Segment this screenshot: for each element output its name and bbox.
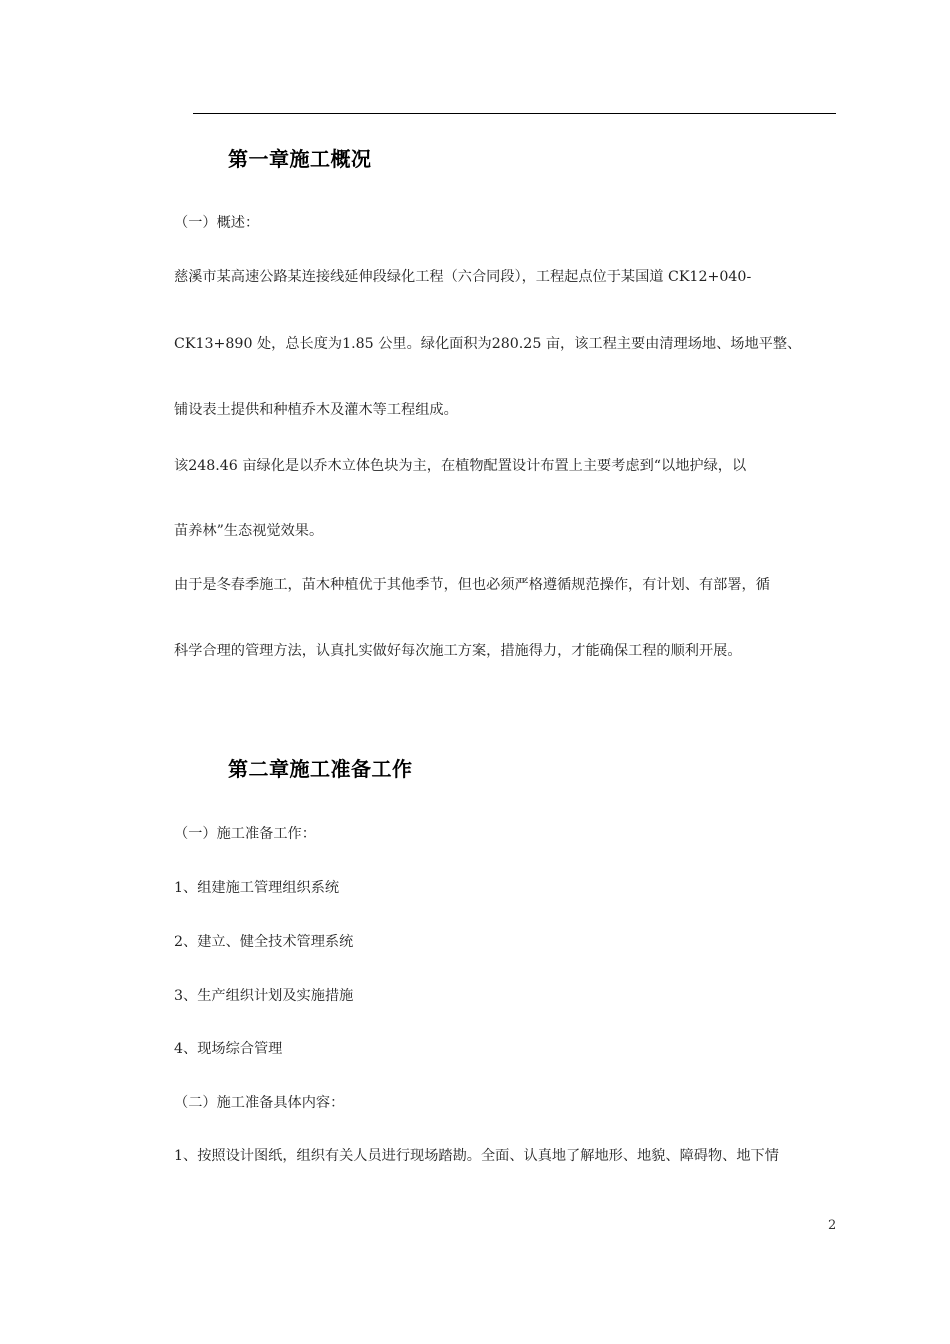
paragraph-line: 苗养林”生态视觉效果。 <box>174 523 324 539</box>
list-item: 2、建立、健全技术管理系统 <box>174 934 354 950</box>
paragraph-line: 该248.46 亩绿化是以乔木立体色块为主，在植物配置设计布置上主要考虑到“以地护绿，以 <box>174 458 747 474</box>
paragraph-line: 1、按照设计图纸，组织有关人员进行现场踏勘。全面、认真地了解地形、地貌、障碍物、地下情 <box>174 1148 779 1164</box>
chapter-2-title: 第二章施工准备工作 <box>228 757 413 781</box>
paragraph-line: 由于是冬春季施工，苗木种植优于其他季节，但也必须严格遵循规范操作，有计划、有部署，循 <box>174 577 770 593</box>
paragraph-line: 科学合理的管理方法，认真扎实做好每次施工方案，措施得力，才能确保工程的顺利开展。 <box>174 643 742 659</box>
header-rule <box>193 113 836 114</box>
list-item: 3、生产组织计划及实施措施 <box>174 988 354 1004</box>
paragraph-line: 铺设表土提供和种植乔木及灌木等工程组成。 <box>174 402 458 418</box>
section-heading-prep: （一）施工准备工作： <box>174 826 316 842</box>
paragraph-line: 慈溪市某高速公路某连接线延伸段绿化工程（六合同段），工程起点位于某国道 CK12+040- <box>174 269 752 285</box>
chapter-1-title: 第一章施工概况 <box>228 147 372 171</box>
section-heading-overview: （一）概述： <box>174 215 260 231</box>
page-number: 2 <box>828 1218 837 1233</box>
section-heading-prep-details: （二）施工准备具体内容： <box>174 1095 345 1111</box>
paragraph-line: CK13+890 处，总长度为1.85 公里。绿化面积为280.25 亩，该工程主要由清理场地、场地平整、 <box>174 336 802 352</box>
list-item: 4、现场综合管理 <box>174 1041 283 1057</box>
list-item: 1、组建施工管理组织系统 <box>174 880 340 896</box>
